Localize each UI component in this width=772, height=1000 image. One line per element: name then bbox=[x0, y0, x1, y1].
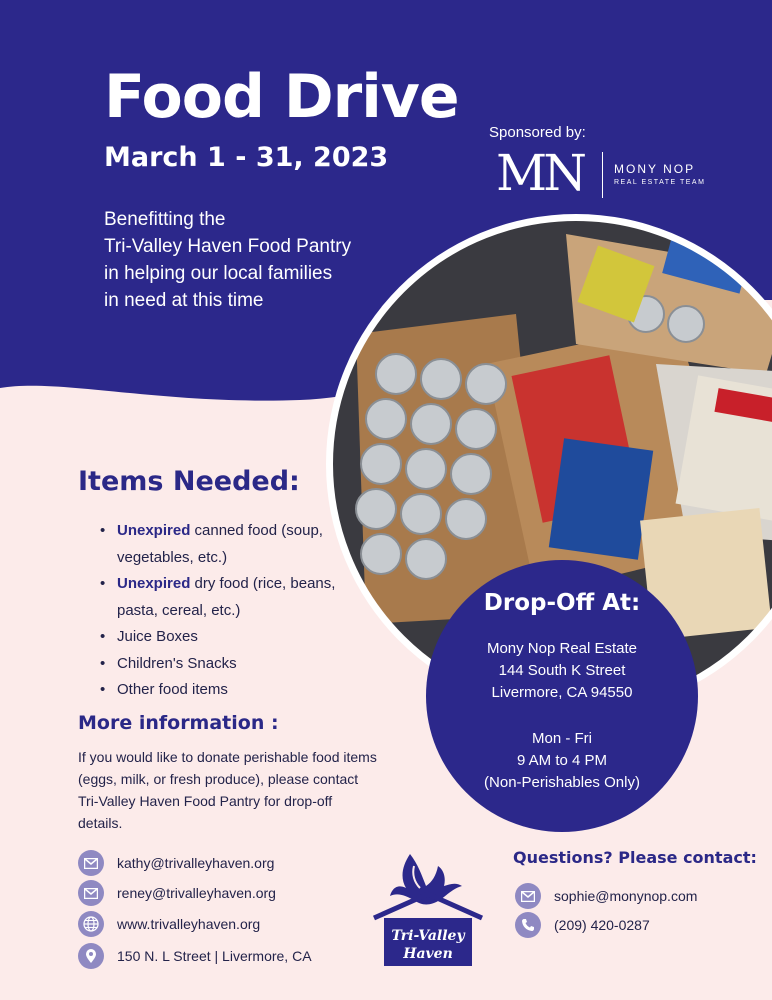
page-title: Food Drive bbox=[104, 62, 459, 132]
contact-text: 150 N. L Street | Livermore, CA bbox=[117, 948, 312, 964]
dropoff-note: (Non-Perishables Only) bbox=[484, 774, 640, 791]
sponsor-name: MONY NOP bbox=[614, 162, 696, 176]
dropoff-days: Mon - Fri bbox=[532, 730, 592, 747]
questions-title: Questions? Please contact: bbox=[513, 848, 757, 867]
tri-valley-haven-logo bbox=[370, 848, 486, 968]
intro-line: Tri-Valley Haven Food Pantry bbox=[104, 236, 352, 257]
contact-address bbox=[78, 943, 312, 969]
dropoff-info bbox=[426, 560, 698, 832]
list-item: • Unexpired dry food (rice, beans, pasta, cereal, etc.) bbox=[100, 571, 340, 624]
intro-line: Benefitting the bbox=[104, 209, 226, 230]
dropoff-name: Mony Nop Real Estate bbox=[486, 640, 638, 657]
mail-icon bbox=[78, 880, 104, 906]
haven-logo-line2: Haven bbox=[403, 946, 453, 962]
list-item: • Other food items bbox=[100, 677, 340, 704]
mail-icon bbox=[78, 850, 104, 876]
questions-email-text[interactable]: sophie@monynop.com bbox=[554, 888, 698, 904]
contact-text[interactable]: kathy@trivalleyhaven.org bbox=[117, 855, 275, 871]
contact-email-reney[interactable] bbox=[78, 880, 276, 906]
event-dates: March 1 - 31, 2023 bbox=[104, 142, 389, 173]
mail-icon bbox=[515, 883, 541, 909]
location-pin-icon bbox=[78, 943, 104, 969]
more-info-title: More information : bbox=[78, 712, 279, 734]
dropoff-hours: 9 AM to 4 PM bbox=[516, 752, 608, 769]
sponsor-subtitle: REAL ESTATE TEAM bbox=[614, 179, 706, 186]
contact-email-kathy[interactable] bbox=[78, 850, 274, 876]
items-needed-title: Items Needed: bbox=[78, 466, 300, 497]
logo-divider bbox=[602, 152, 603, 198]
questions-phone[interactable] bbox=[515, 912, 650, 938]
intro-line: in helping our local families bbox=[104, 263, 333, 284]
list-item: • Unexpired canned food (soup, vegetables, etc.) bbox=[100, 518, 340, 571]
phone-icon bbox=[515, 912, 541, 938]
dropoff-title: Drop-Off At: bbox=[483, 590, 641, 616]
sponsored-label: Sponsored by: bbox=[489, 124, 586, 141]
more-info-text: If you would like to donate perishable food items (eggs, milk, or fresh produce), please contact Tri-Valley Haven Food Pantry for drop-off details. bbox=[78, 749, 377, 831]
contact-website[interactable] bbox=[78, 911, 260, 937]
logo-monogram: MN bbox=[496, 146, 583, 198]
questions-phone-text[interactable]: (209) 420-0287 bbox=[554, 917, 650, 933]
list-item: • Juice Boxes bbox=[100, 624, 340, 651]
list-item: • Children's Snacks bbox=[100, 651, 340, 678]
dropoff-street: 144 South K Street bbox=[498, 662, 626, 679]
mony-nop-logo bbox=[496, 146, 592, 198]
intro-line: in need at this time bbox=[104, 290, 264, 311]
dropoff-city: Livermore, CA 94550 bbox=[491, 684, 633, 701]
items-needed-list bbox=[100, 518, 340, 704]
questions-email[interactable] bbox=[515, 883, 697, 909]
contact-text[interactable]: www.trivalleyhaven.org bbox=[117, 916, 261, 932]
contact-text[interactable]: reney@trivalleyhaven.org bbox=[117, 885, 276, 901]
globe-icon bbox=[78, 911, 104, 937]
haven-logo-line1: Tri-Valley bbox=[391, 928, 465, 944]
